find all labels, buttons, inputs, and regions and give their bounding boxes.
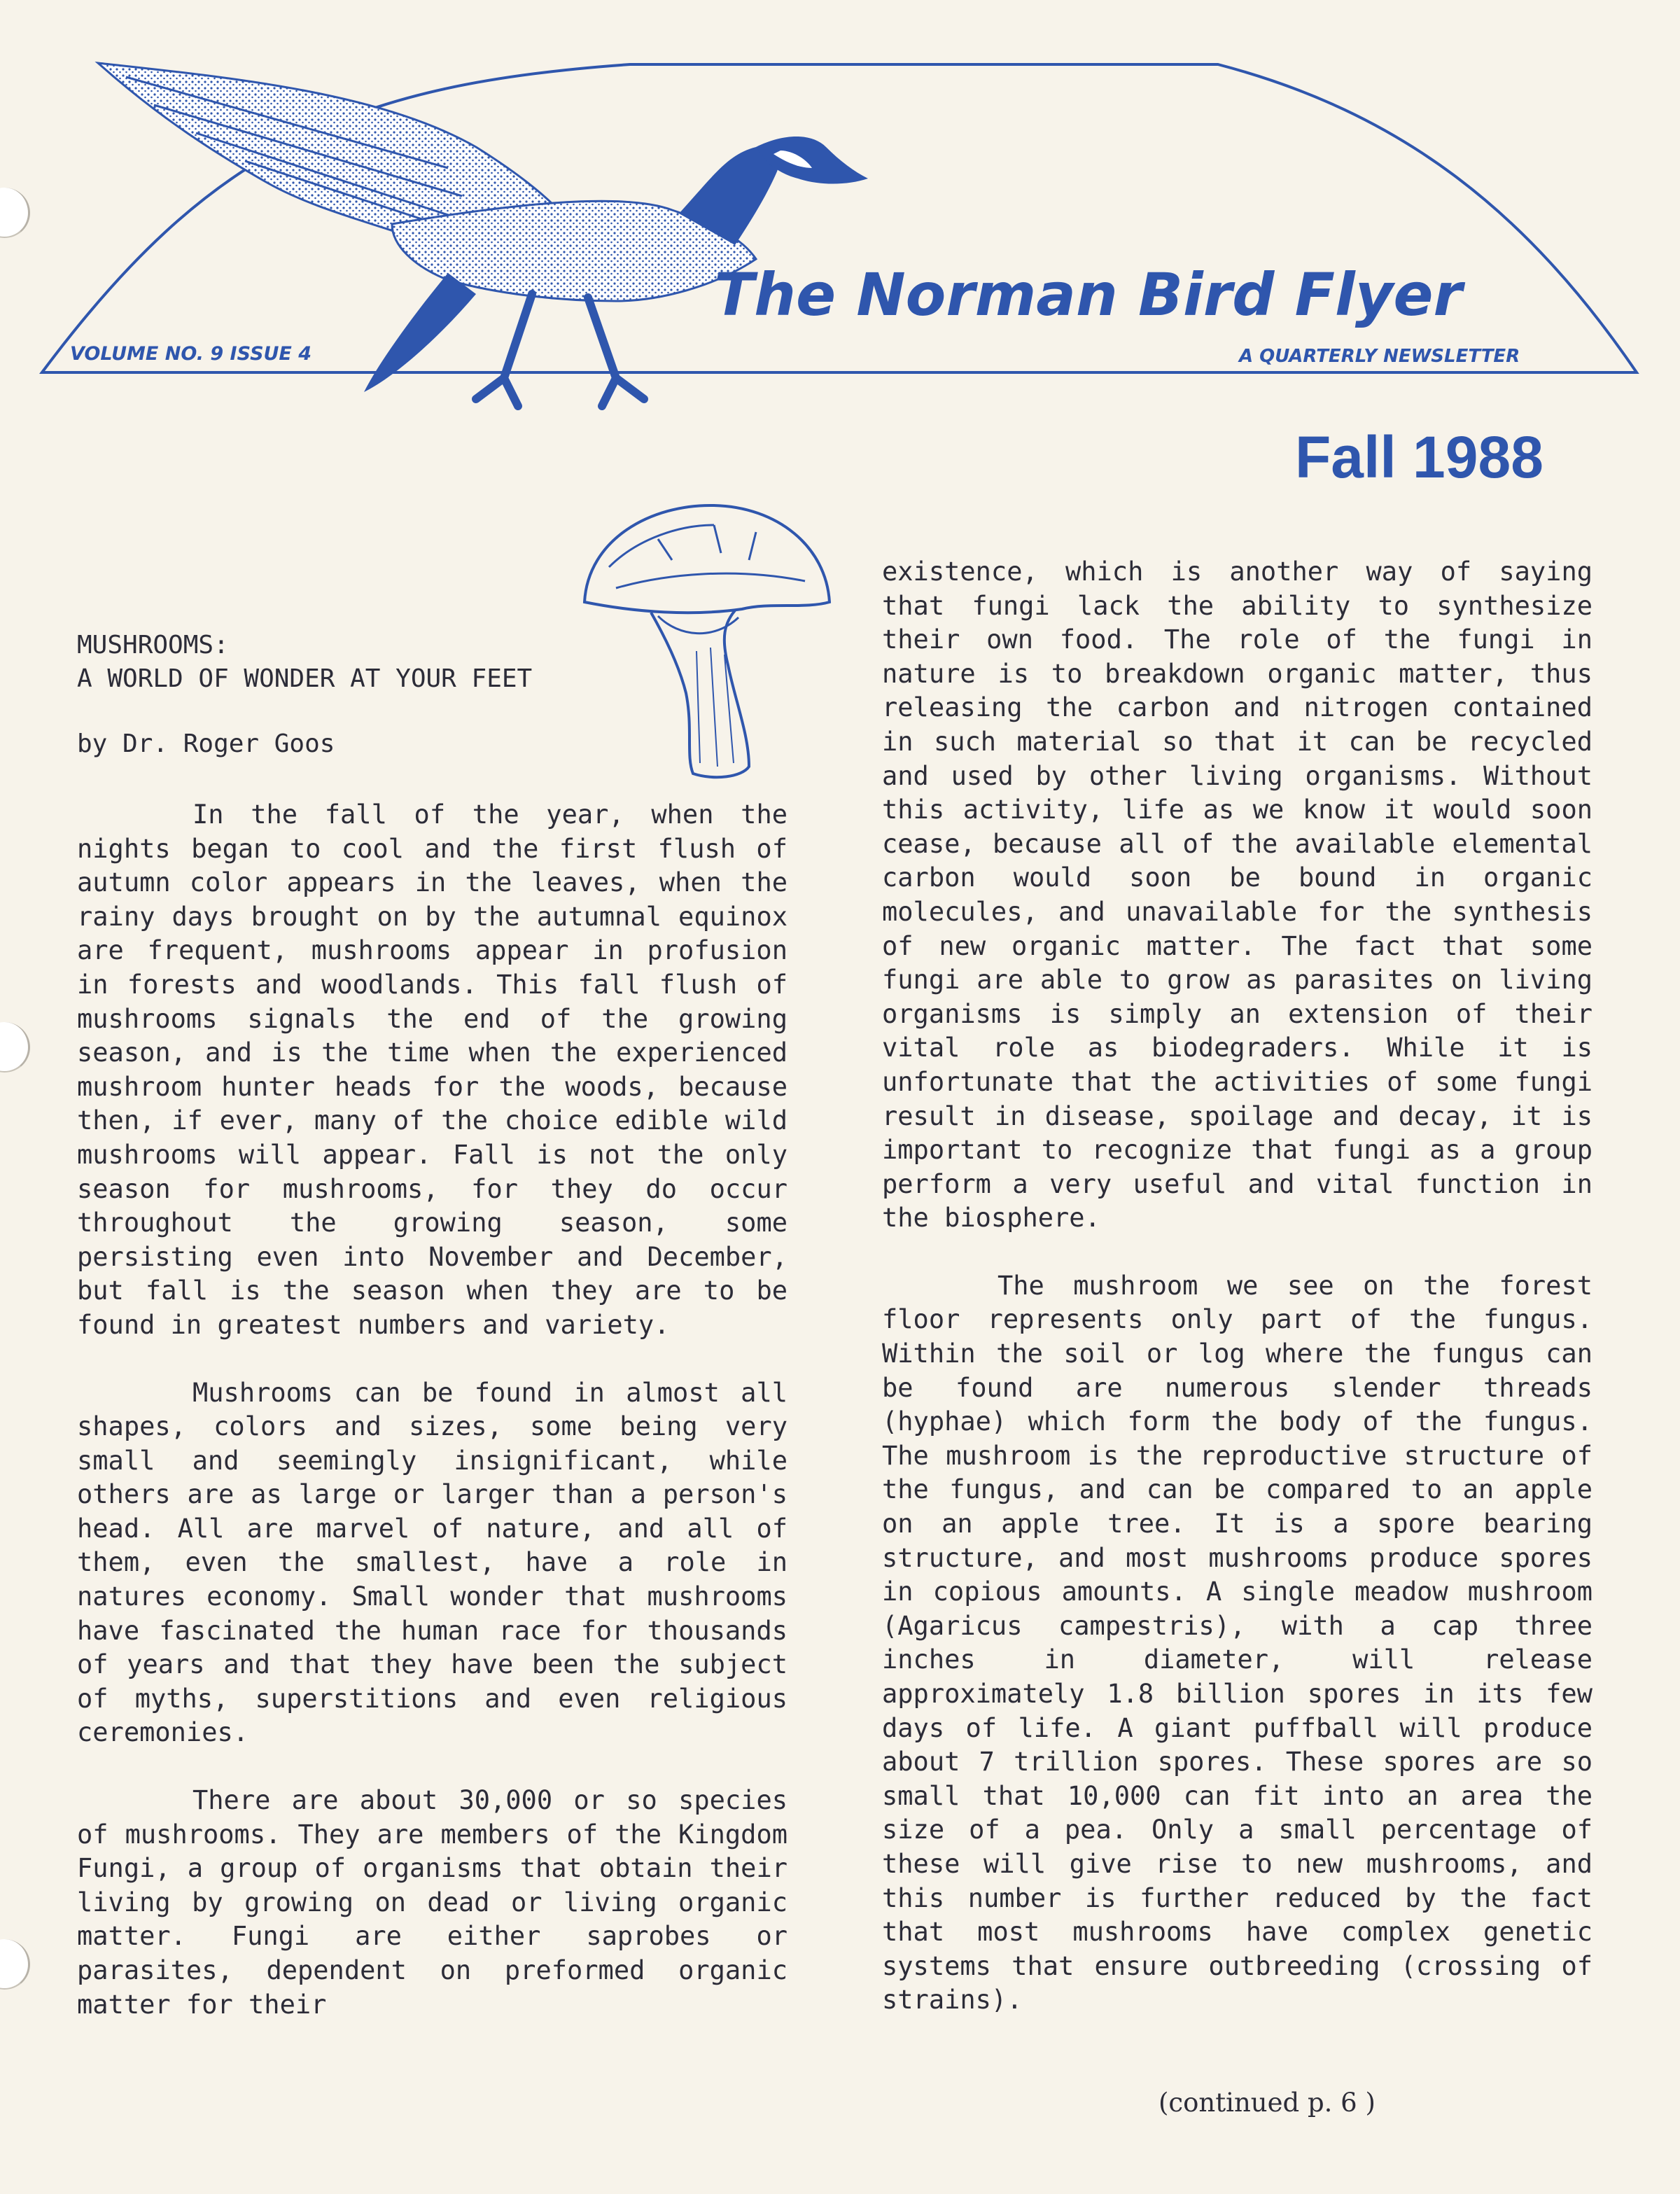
newsletter-subtitle: A QUARTERLY NEWSLETTER (1239, 346, 1520, 367)
newsletter-title: The Norman Bird Flyer (714, 260, 1462, 329)
paragraph: In the fall of the year, when the nights began to cool and the first flush of autumn color appears in the leaves, when the rainy days brought on by the autumnal equinox are frequent, mushrooms appear in profusion in forests and woodlands. This fall flush of mushrooms signals the end of the growing season, and is the time when the experienced mushroom hunter heads for the woods, because then, if ever, many of the choice edible wild mushrooms will appear. Fall is not the only season for mushrooms, for they do occur throughout the growing season, some persisting even into November and December, but fall is the season when they are to be found in greatest numbers and variety. (77, 799, 788, 1340)
paragraph: Mushrooms can be found in almost all shapes, colors and sizes, some being very small and seemingly insignificant, while others are as large or larger than a person's head. All are marvel of nature, and all of them, even the smallest, have a role in natures economy. Small wonder that mushrooms have fascinated the human race for thousands of years and that they have been the subject of myths, superstitions and even religious ceremonies. (77, 1377, 788, 1748)
article-column-left (77, 798, 788, 2022)
paragraph: There are about 30,000 or so species of mushrooms. They are members of the Kingdom Fungi, a group of organisms that obtain their living by growing on dead or living organic matter. Fungi are either saprobes or parasites, dependent on preformed organic matter for their (77, 1785, 788, 2020)
binder-hole (0, 1939, 30, 1990)
paragraph: existence, which is another way of saying that fungi lack the ability to synthesize their own food. The role of the fungi in nature is to breakdown organic matter, thus releasing the carbon and nitrogen contained in such material so that it can be recycled and used by other living organisms. Without this activity, life as we know it would soon cease, because all of the available elemental carbon would soon be bound in organic molecules, and unavailable for the synthesis of new organic matter. The fact that some fungi are able to grow as parasites on living organisms is simply an extension of their vital role as biodegraders. While it is unfortunate that the activities of some fungi result in disease, spoilage and decay, it is important to recognize that fungi as a group perform a very useful and vital function in the biosphere. (882, 557, 1592, 1234)
article-column-right (882, 555, 1592, 2018)
headline-line-2: A WORLD OF WONDER AT YOUR FEET (77, 664, 533, 693)
binder-hole (0, 1022, 30, 1072)
article-headline (77, 629, 532, 696)
headline-line-1: MUSHROOMS: (77, 631, 229, 659)
volume-issue: VOLUME NO. 9 ISSUE 4 (70, 343, 312, 365)
article-byline: by Dr. Roger Goos (77, 729, 335, 758)
continued-note: (continued p. 6 ) (1158, 2088, 1376, 2118)
mushroom-icon (574, 497, 840, 784)
canada-goose-icon (84, 49, 931, 441)
issue-season: Fall 1988 (1295, 424, 1544, 490)
paragraph: The mushroom we see on the forest floor represents only part of the fungus. Within the soil or log where the fungus can be found are numerous slender threads (hyphae) which form the body of the fungus. The mushroom is the reproductive structure of the fungus, and can be compared to an apple on an apple tree. It is a spore bearing structure, and most mushrooms produce spores in copious amounts. A single meadow mushroom (Agaricus campestris), with a cap three inches in diameter, will release approximately 1.8 billion spores in its few days of life. A giant puffball will produce about 7 trillion spores. These spores are so small that 10,000 can fit into an area the size of a pea. Only a small percentage of these will give rise to new mushrooms, and this number is further reduced by the fact that most mushrooms have complex genetic systems that ensure outbreeding (crossing of strains). (882, 1270, 1592, 2015)
